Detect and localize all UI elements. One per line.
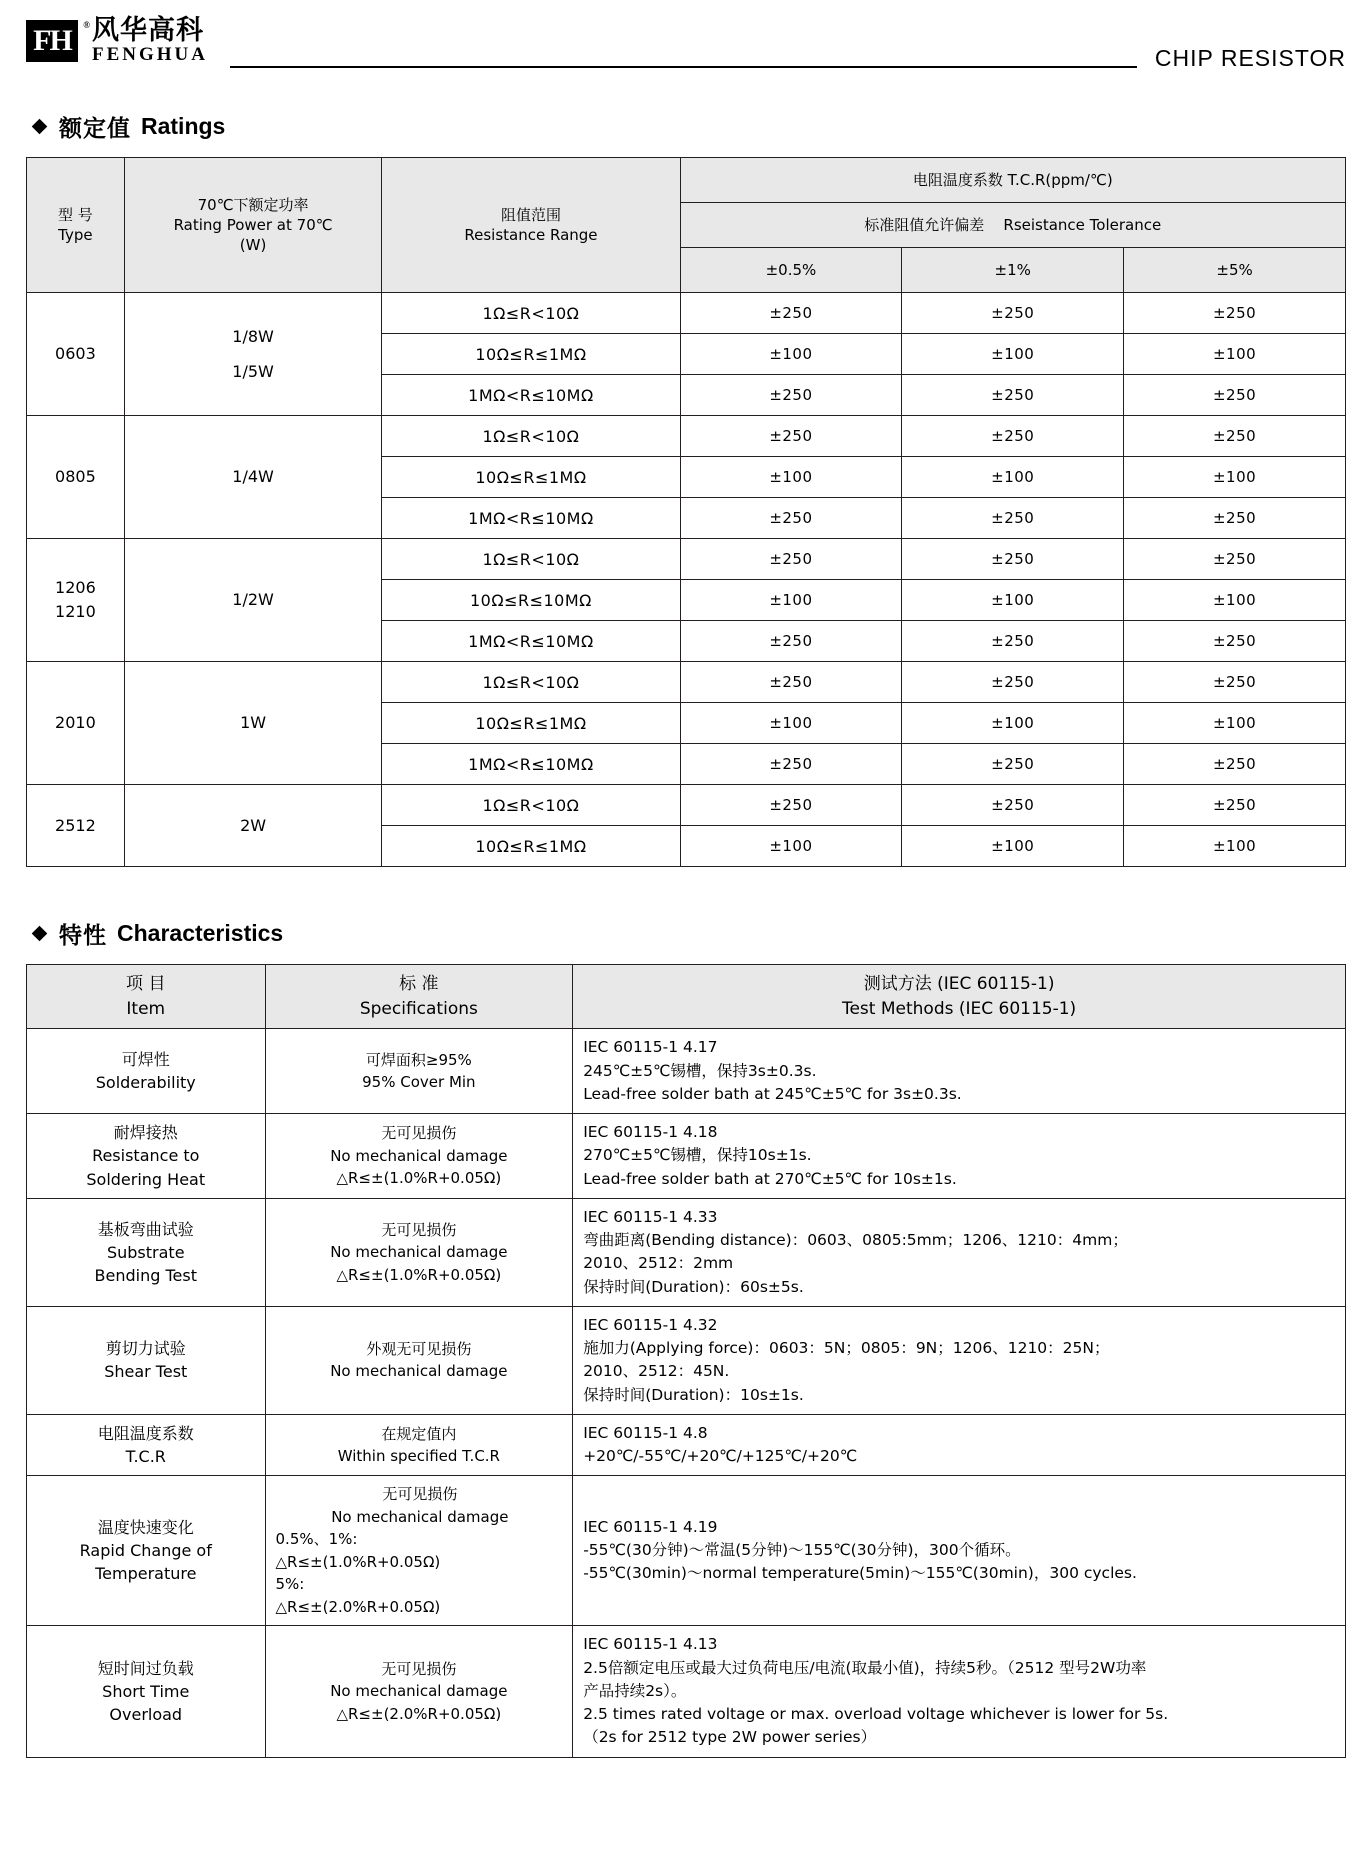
characteristics-title-en: Characteristics (117, 920, 284, 946)
table-row (27, 1626, 1346, 1757)
ratings-value-5: ±250 (1124, 662, 1346, 703)
char-item-en: Short Time (102, 1681, 190, 1701)
characteristics-table (26, 964, 1346, 1758)
char-method-line: Lead-free solder bath at 245℃±5℃ for 3s±0.3s. (583, 1084, 962, 1103)
char-spec-line: △R≤±(2.0%R+0.05Ω) (275, 1597, 441, 1616)
ratings-header-tolerance (680, 203, 1345, 248)
char-spec-line: No mechanical damage (330, 1243, 508, 1262)
ratings-value-05: ±100 (680, 826, 902, 867)
ratings-header-power (124, 158, 382, 293)
ratings-range: 1MΩ<R≤10MΩ (382, 744, 680, 785)
char-item-cn: 短时间过负载 (97, 1658, 194, 1678)
table-row (27, 416, 1346, 457)
char-method-line: +20℃/-55℃/+20℃/+125℃/+20℃ (583, 1447, 858, 1466)
ratings-range: 1Ω≤R<10Ω (382, 293, 680, 334)
ratings-type-1210: 1210 (55, 602, 96, 621)
table-row (27, 1029, 1346, 1114)
ratings-power-0603-line2: 1/5W (232, 362, 274, 381)
char-item-en: Temperature (95, 1564, 197, 1584)
logo-text-block (92, 14, 208, 66)
ratings-value-1: ±250 (902, 293, 1124, 334)
char-spec-line: No mechanical damage (330, 1362, 508, 1381)
ratings-header-tol-5: ±5% (1124, 248, 1346, 293)
char-method-solderability (573, 1029, 1346, 1114)
char-spec-line: 95% Cover Min (362, 1073, 476, 1092)
company-logo (26, 14, 208, 66)
ratings-header-tolerance-cn: 标准阻值允许偏差 (864, 215, 985, 234)
table-row (27, 1114, 1346, 1199)
char-item-en: Solderability (95, 1073, 196, 1093)
characteristics-section-title (34, 917, 1346, 950)
char-header-method-en: Test Methods (IEC 60115-1) (841, 998, 1077, 1019)
char-method-line: IEC 60115-1 4.33 (583, 1207, 718, 1226)
ratings-value-1: ±100 (902, 580, 1124, 621)
ratings-title-en: Ratings (141, 113, 226, 139)
char-item-en: Resistance to (92, 1146, 200, 1166)
logo-english-name: FENGHUA (92, 44, 208, 66)
char-spec-line: No mechanical damage (330, 1146, 508, 1165)
char-method-line: 2.5 times rated voltage or max. overload voltage whichever is lower for 5s. (583, 1705, 1169, 1724)
table-row (27, 1198, 1346, 1306)
ratings-value-05: ±250 (680, 744, 902, 785)
char-spec-line: 无可见损伤 (381, 1220, 457, 1239)
char-method-line: IEC 60115-1 4.19 (583, 1517, 718, 1536)
ratings-value-05: ±100 (680, 580, 902, 621)
ratings-header-row-1 (27, 158, 1346, 203)
ratings-type-0805: 0805 (27, 416, 125, 539)
ratings-header-range-en: Resistance Range (464, 226, 598, 244)
char-method-short-overload (573, 1626, 1346, 1757)
ratings-value-05: ±250 (680, 662, 902, 703)
char-spec-rapid-temp (265, 1476, 573, 1626)
ratings-power-0805: 1/4W (124, 416, 382, 539)
char-method-line: 245℃±5℃锡槽，保持3s±0.3s. (583, 1061, 817, 1080)
ratings-value-05: ±250 (680, 375, 902, 416)
char-item-short-overload (27, 1626, 266, 1757)
char-method-rapid-temp (573, 1476, 1346, 1626)
char-method-line: 2.5倍额定电压或最大过负荷电压/电流(取最小值)，持续5秒。（2512 型号2W功率 (583, 1658, 1147, 1677)
ratings-range: 10Ω≤R≤1MΩ (382, 334, 680, 375)
ratings-value-05: ±100 (680, 334, 902, 375)
char-method-line: 产品持续2s）。 (583, 1681, 687, 1700)
char-item-bending (27, 1198, 266, 1306)
ratings-value-1: ±250 (902, 539, 1124, 580)
char-spec-line: Within specified T.C.R (337, 1447, 500, 1466)
char-item-rapid-temp (27, 1476, 266, 1626)
char-method-line: 270℃±5℃锡槽，保持10s±1s. (583, 1146, 812, 1165)
char-item-cn: 电阻温度系数 (97, 1423, 194, 1443)
char-item-en: T.C.R (125, 1447, 166, 1467)
ratings-value-05: ±250 (680, 293, 902, 334)
char-method-line: IEC 60115-1 4.18 (583, 1123, 718, 1142)
ratings-table (26, 157, 1346, 867)
char-item-en: Rapid Change of (79, 1541, 212, 1561)
table-row (27, 1476, 1346, 1626)
ratings-value-05: ±250 (680, 785, 902, 826)
char-method-line: 2010、2512：45N. (583, 1362, 730, 1381)
char-spec-line: 无可见损伤 (381, 1659, 457, 1678)
ratings-header-tcr: 电阻温度系数 T.C.R(ppm/℃) (680, 158, 1345, 203)
char-header-item-en: Item (126, 998, 166, 1019)
char-method-line: IEC 60115-1 4.13 (583, 1635, 718, 1654)
char-spec-line: 无可见损伤 (382, 1485, 458, 1504)
char-method-line: 弯曲距离(Bending distance)：0603、0805:5mm；1206、1210：4mm； (583, 1231, 1128, 1250)
page-header (26, 0, 1346, 74)
char-spec-line: 可焊面积≥95% (365, 1050, 472, 1069)
table-row (27, 1306, 1346, 1414)
table-row (27, 1414, 1346, 1476)
ratings-section-title (34, 110, 1346, 143)
char-item-solderability (27, 1029, 266, 1114)
ratings-range: 1MΩ<R≤10MΩ (382, 621, 680, 662)
char-item-en: Substrate (106, 1242, 185, 1262)
ratings-power-2010: 1W (124, 662, 382, 785)
ratings-type-2512: 2512 (27, 785, 125, 867)
ratings-value-5: ±250 (1124, 375, 1346, 416)
char-spec-line: 外观无可见损伤 (366, 1339, 472, 1358)
char-spec-solderability (265, 1029, 573, 1114)
char-method-shear (573, 1306, 1346, 1414)
ratings-value-1: ±250 (902, 498, 1124, 539)
char-method-line: IEC 60115-1 4.17 (583, 1038, 718, 1057)
char-header-item (27, 965, 266, 1029)
char-method-bending (573, 1198, 1346, 1306)
ratings-range: 10Ω≤R≤1MΩ (382, 457, 680, 498)
ratings-range: 1Ω≤R<10Ω (382, 662, 680, 703)
char-item-en: Shear Test (104, 1362, 188, 1382)
char-item-soldering-heat (27, 1114, 266, 1199)
char-item-en: Overload (109, 1705, 183, 1724)
char-spec-line: No mechanical damage (330, 1682, 508, 1701)
ratings-range: 10Ω≤R≤10MΩ (382, 580, 680, 621)
ratings-header-range-cn: 阻值范围 (500, 205, 561, 224)
ratings-value-05: ±250 (680, 498, 902, 539)
char-spec-line: 5%: (275, 1575, 305, 1594)
ratings-value-5: ±100 (1124, 334, 1346, 375)
char-spec-line: △R≤±(2.0%R+0.05Ω) (336, 1704, 502, 1723)
diamond-bullet-icon (32, 926, 48, 942)
ratings-value-05: ±250 (680, 621, 902, 662)
registered-trademark-icon: ® (83, 20, 88, 30)
ratings-value-1: ±100 (902, 334, 1124, 375)
char-method-line: -55℃(30min)～normal temperature(5min)～155℃(30min)，300 cycles. (583, 1564, 1137, 1583)
ratings-header-type-en: Type (58, 226, 93, 244)
ratings-range: 10Ω≤R≤1MΩ (382, 703, 680, 744)
char-spec-line: No mechanical damage (331, 1507, 509, 1526)
char-item-shear (27, 1306, 266, 1414)
ratings-header-tol-1: ±1% (902, 248, 1124, 293)
char-spec-tcr (265, 1414, 573, 1476)
ratings-power-2512: 2W (124, 785, 382, 867)
char-method-soldering-heat (573, 1114, 1346, 1199)
ratings-type-1206: 1206 (55, 578, 96, 597)
ratings-value-5: ±250 (1124, 416, 1346, 457)
char-method-line: -55℃(30分钟)～常温(5分钟)～155℃(30分钟)，300个循环。 (583, 1541, 1021, 1560)
char-item-en: Bending Test (94, 1265, 197, 1285)
char-item-cn: 基板弯曲试验 (97, 1219, 194, 1239)
ratings-value-1: ±100 (902, 703, 1124, 744)
char-spec-bending (265, 1198, 573, 1306)
ratings-title-cn: 额定值 (59, 116, 131, 142)
char-method-line: Lead-free solder bath at 270℃±5℃ for 10s±1s. (583, 1169, 957, 1188)
ratings-range: 1Ω≤R<10Ω (382, 539, 680, 580)
ratings-value-5: ±250 (1124, 785, 1346, 826)
diamond-bullet-icon (32, 119, 48, 135)
ratings-value-1: ±100 (902, 826, 1124, 867)
ratings-value-1: ±250 (902, 621, 1124, 662)
ratings-value-05: ±250 (680, 416, 902, 457)
char-spec-short-overload (265, 1626, 573, 1757)
char-item-cn: 耐焊接热 (113, 1123, 178, 1143)
ratings-value-05: ±100 (680, 457, 902, 498)
table-row (27, 662, 1346, 703)
char-spec-line: △R≤±(1.0%R+0.05Ω) (336, 1169, 502, 1188)
ratings-header-type-cn: 型 号 (58, 205, 93, 224)
ratings-value-5: ±250 (1124, 498, 1346, 539)
ratings-value-1: ±250 (902, 744, 1124, 785)
char-spec-line: 在规定值内 (381, 1424, 457, 1443)
char-header-spec-en: Specifications (359, 998, 478, 1019)
char-spec-line: △R≤±(1.0%R+0.05Ω) (275, 1552, 441, 1571)
ratings-power-0603 (124, 293, 382, 416)
ratings-range: 10Ω≤R≤1MΩ (382, 826, 680, 867)
ratings-header-power-cn: 70℃下额定功率 (197, 195, 309, 214)
char-method-line: 保持时间(Duration)：10s±1s. (583, 1385, 804, 1404)
char-item-cn: 可焊性 (121, 1049, 170, 1069)
ratings-value-5: ±250 (1124, 293, 1346, 334)
ratings-value-5: ±100 (1124, 703, 1346, 744)
ratings-type-2010: 2010 (27, 662, 125, 785)
char-item-cn: 温度快速变化 (97, 1518, 194, 1537)
char-spec-line: △R≤±(1.0%R+0.05Ω) (336, 1265, 502, 1284)
ratings-type-0603: 0603 (27, 293, 125, 416)
char-header-item-cn: 项 目 (126, 974, 166, 994)
table-row (27, 785, 1346, 826)
ratings-value-05: ±100 (680, 703, 902, 744)
ratings-value-5: ±250 (1124, 621, 1346, 662)
char-item-cn: 剪切力试验 (105, 1339, 186, 1359)
characteristics-header-row (27, 965, 1346, 1029)
ratings-value-1: ±250 (902, 416, 1124, 457)
ratings-range: 1MΩ<R≤10MΩ (382, 498, 680, 539)
ratings-value-5: ±100 (1124, 457, 1346, 498)
char-method-line: IEC 60115-1 4.8 (583, 1423, 708, 1442)
table-row (27, 539, 1346, 580)
ratings-value-5: ±100 (1124, 826, 1346, 867)
logo-mark-icon (26, 20, 88, 62)
table-row (27, 293, 1346, 334)
char-method-line: 保持时间(Duration)：60s±5s. (583, 1277, 804, 1296)
ratings-power-1206: 1/2W (124, 539, 382, 662)
ratings-value-1: ±250 (902, 785, 1124, 826)
ratings-value-5: ±250 (1124, 744, 1346, 785)
ratings-value-1: ±100 (902, 457, 1124, 498)
ratings-header-range (382, 158, 680, 293)
char-item-en: Soldering Heat (86, 1169, 206, 1189)
ratings-value-05: ±250 (680, 539, 902, 580)
ratings-value-1: ±250 (902, 375, 1124, 416)
char-spec-line: 0.5%、1%: (275, 1530, 358, 1549)
ratings-range: 1Ω≤R<10Ω (382, 416, 680, 457)
ratings-value-5: ±250 (1124, 539, 1346, 580)
char-header-method (573, 965, 1346, 1029)
char-method-line: （2s for 2512 type 2W power series） (583, 1728, 877, 1747)
ratings-type-1206-1210 (27, 539, 125, 662)
ratings-header-tolerance-en: Rseistance Tolerance (1003, 215, 1162, 234)
char-method-tcr (573, 1414, 1346, 1476)
ratings-value-1: ±250 (902, 662, 1124, 703)
ratings-header-power-unit: (W) (239, 236, 267, 255)
logo-chinese-name: 风华高科 (92, 14, 204, 46)
characteristics-title-cn: 特性 (59, 923, 107, 949)
ratings-header-tol-05: ±0.5% (680, 248, 902, 293)
ratings-header-type (27, 158, 125, 293)
char-spec-line: 无可见损伤 (381, 1124, 457, 1143)
header-divider (230, 66, 1137, 68)
char-header-spec (265, 965, 573, 1029)
char-method-line: 施加力(Applying force)：0603：5N；0805：9N；1206、1210：25N； (583, 1339, 1110, 1358)
char-spec-soldering-heat (265, 1114, 573, 1199)
ratings-power-0603-line1: 1/8W (232, 326, 274, 346)
char-header-method-cn: 测试方法 (IEC 60115-1) (863, 974, 1055, 994)
char-method-line: IEC 60115-1 4.32 (583, 1315, 718, 1334)
char-method-line: 2010、2512：2mm (583, 1254, 734, 1273)
ratings-range: 1Ω≤R<10Ω (382, 785, 680, 826)
char-spec-shear (265, 1306, 573, 1414)
char-header-spec-cn: 标 准 (399, 974, 439, 994)
ratings-value-5: ±100 (1124, 580, 1346, 621)
char-item-tcr (27, 1414, 266, 1476)
document-title: CHIP RESISTOR (1154, 45, 1346, 71)
ratings-header-power-en: Rating Power at 70℃ (173, 215, 333, 234)
ratings-range: 1MΩ<R≤10MΩ (382, 375, 680, 416)
logo-mark-text: FH (33, 24, 71, 57)
